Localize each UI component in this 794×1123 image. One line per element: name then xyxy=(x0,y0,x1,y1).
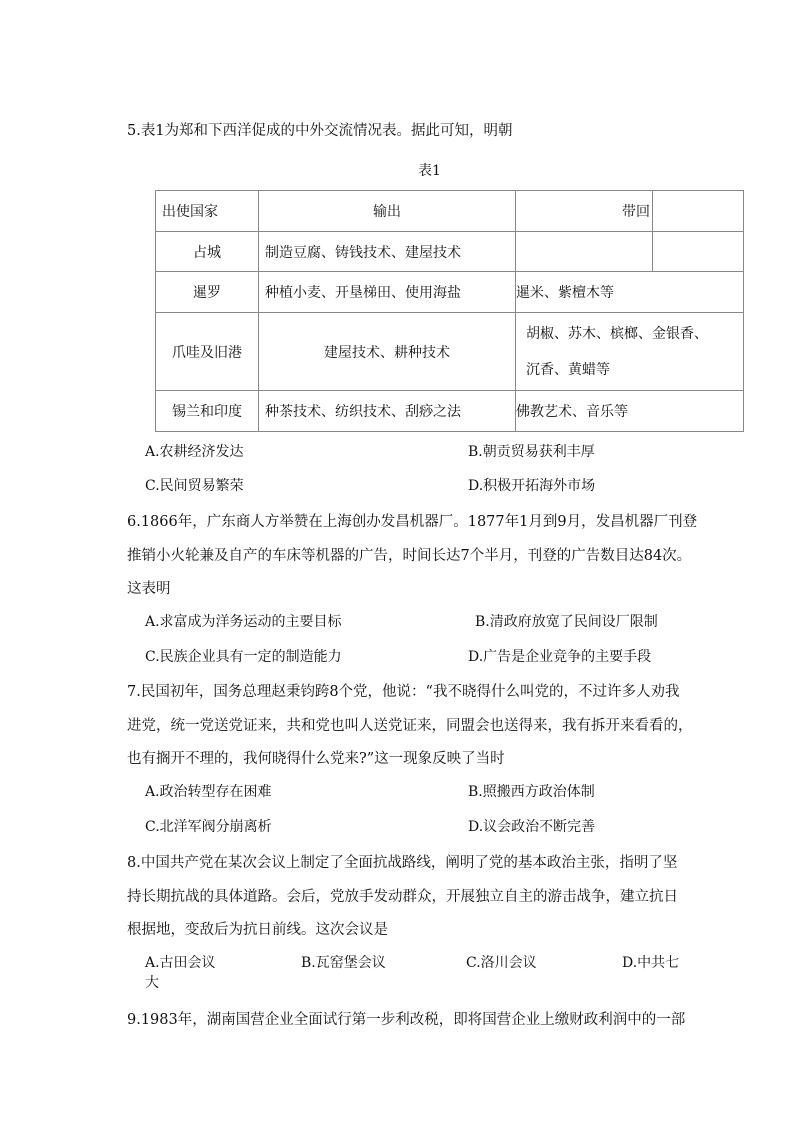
q6-option-a[interactable]: A.求富成为洋务运动的主要目标 xyxy=(145,614,342,630)
cell-output: 种茶技术、纺织技术、刮痧之法 xyxy=(259,391,516,432)
exchange-table xyxy=(155,190,744,432)
q9-line: 9.1983年，湖南国营企业全面试行第一步利改税，即将国营企业上缴财政利润中的一部 xyxy=(127,1012,686,1028)
cell-brought: 暹米、紫檀木等 xyxy=(516,272,744,313)
cell-country: 锡兰和印度 xyxy=(156,391,259,432)
table-row xyxy=(156,232,744,272)
q8-option-d[interactable]: D.中共七 xyxy=(622,955,680,971)
q8-option-b[interactable]: B.瓦窑堡会议 xyxy=(301,955,386,971)
q8-line: 根据地，变敌后为抗日前线。这次会议是 xyxy=(127,922,388,938)
table-row xyxy=(156,313,744,391)
header-output: 输出 xyxy=(259,191,516,232)
header-blank xyxy=(653,191,744,232)
q7-option-a[interactable]: A.政治转型存在困难 xyxy=(145,784,272,800)
header-brought: 带回 xyxy=(516,191,653,232)
q6-option-c[interactable]: C.民族企业具有一定的制造能力 xyxy=(145,649,342,665)
q5-option-c[interactable]: C.民间贸易繁荣 xyxy=(145,478,244,494)
cell-brought: 佛教艺术、音乐等 xyxy=(516,391,744,432)
table-caption: 表1 xyxy=(418,163,441,179)
q6-option-d[interactable]: D.广告是企业竞争的主要手段 xyxy=(468,649,652,665)
header-country: 出使国家 xyxy=(156,191,259,232)
cell-brought xyxy=(516,232,653,272)
q5-option-a[interactable]: A.农耕经济发达 xyxy=(145,444,244,460)
table-row xyxy=(156,391,744,432)
cell-country: 暹罗 xyxy=(156,272,259,313)
q5-option-d[interactable]: D.积极开拓海外市场 xyxy=(468,478,596,494)
q7-line: 也有搁开不理的，我何晓得什么党来?”这一现象反映了当时 xyxy=(127,751,505,767)
cell-output: 种植小麦、开垦梯田、使用海盐 xyxy=(259,272,516,313)
cell-output: 建屋技术、耕种技术 xyxy=(259,313,516,391)
q7-option-c[interactable]: C.北洋军阀分崩离析 xyxy=(145,819,272,835)
q8-line: 持长期抗战的具体道路。会后，党放手发动群众，开展独立自主的游击战争，建立抗日 xyxy=(127,889,678,905)
q5-option-b[interactable]: B.朝贡贸易获利丰厚 xyxy=(468,444,595,460)
q6-option-b[interactable]: B.清政府放宽了民间设厂限制 xyxy=(475,614,658,630)
q7-option-d[interactable]: D.议会政治不断完善 xyxy=(468,819,596,835)
q6-line: 推销小火轮兼及自产的车床等机器的广告，时间长达7个半月，刊登的广告数目达84次。 xyxy=(127,548,692,564)
q8-line: 8.中国共产党在某次会议上制定了全面抗战路线，阐明了党的基本政治主张，指明了坚 xyxy=(127,855,678,871)
q8-option-d-wrap: 大 xyxy=(145,975,159,991)
q5-stem: 5.表1为郑和下西洋促成的中外交流情况表。据此可知，明朝 xyxy=(127,123,513,139)
cell-brought-line: 沉香、黄蜡等 xyxy=(526,361,610,378)
q7-line: 进党，统一党送党证来，共和党也叫人送党证来，同盟会也送得来，我有拆开来看看的， xyxy=(127,718,693,734)
q6-line: 6.1866年，广东商人方举赞在上海创办发昌机器厂。1877年1月到9月，发昌机器厂刊登 xyxy=(127,514,698,530)
table-row xyxy=(156,272,744,313)
q6-line: 这表明 xyxy=(127,581,171,597)
q7-line: 7.民国初年，国务总理赵秉钧跨8个党，他说：“我不晓得什么叫党的，不过许多人劝我 xyxy=(127,684,680,700)
q8-option-c[interactable]: C.洛川会议 xyxy=(466,955,537,971)
cell-brought-line: 胡椒、苏木、槟榔、金银香、 xyxy=(526,325,708,342)
q8-option-a[interactable]: A.古田会议 xyxy=(145,955,216,971)
cell-country: 爪哇及旧港 xyxy=(156,313,259,391)
cell-brought xyxy=(516,313,744,391)
cell-country: 占城 xyxy=(156,232,259,272)
q7-option-b[interactable]: B.照搬西方政治体制 xyxy=(468,784,595,800)
cell-blank xyxy=(653,232,744,272)
cell-output: 制造豆腐、铸钱技术、建屋技术 xyxy=(259,232,516,272)
